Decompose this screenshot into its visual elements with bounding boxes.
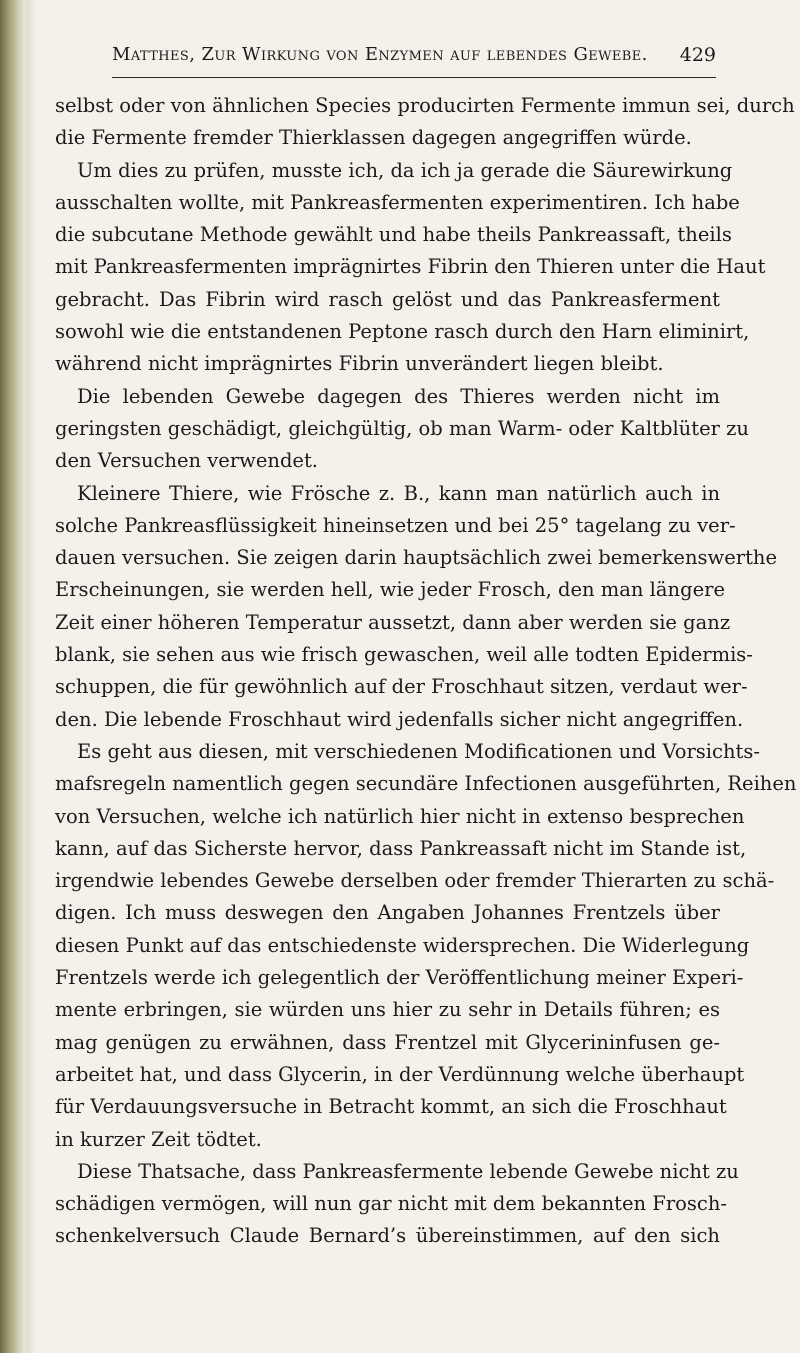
text-line: blank, sie sehen aus wie frisch gewaschen, weil alle todten Epidermis- <box>55 643 753 667</box>
text-line: geringsten geschädigt, gleichgültig, ob man Warm- oder Kaltblüter zu <box>55 416 749 440</box>
paragraph <box>55 90 795 155</box>
text-line: kann, auf das Sicherste hervor, dass Pankreassaft nicht im Stande ist, <box>55 836 747 860</box>
text-line: dauen versuchen. Sie zeigen darin hauptsächlich zwei bemerkenswerthe <box>55 546 778 570</box>
paragraph <box>55 478 778 736</box>
text-line: solche Pankreasflüssigkeit hineinsetzen und bei 25° tagelang zu ver- <box>55 513 736 537</box>
text-line: sowohl wie die entstandenen Peptone rasch durch den Harn eliminirt, <box>55 320 750 344</box>
text-line: Erscheinungen, sie werden hell, wie jeder Frosch, den man längere <box>55 578 725 602</box>
text-line: schädigen vermögen, will nun gar nicht mit dem bekannten Frosch- <box>55 1192 727 1216</box>
text-line: selbst oder von ähnlichen Species producirten Fermente immun sei, durch <box>55 94 795 117</box>
text-line: digen. Ich muss deswegen den Angaben Johannes Frentzels über <box>55 901 720 925</box>
text-line: von Versuchen, welche ich natürlich hier nicht in extenso besprechen <box>55 804 745 828</box>
paragraph <box>55 1156 739 1253</box>
text-line: diesen Punkt auf das entschiedenste widersprechen. Die Widerlegung <box>55 933 750 957</box>
text-line: Um dies zu prüfen, musste ich, da ich ja gerade die Säurewirkung <box>77 158 733 182</box>
text-line: schenkelversuch Claude Bernard’s übereinstimmen, auf den sich <box>55 1224 720 1248</box>
text-line: mafsregeln namentlich gegen secundäre Infectionen ausgeführten, Reihen <box>55 772 797 796</box>
running-title: Matthes, Zur Wirkung von Enzymen auf lebendes Gewebe. <box>112 44 648 65</box>
text-line: Zeit einer höheren Temperatur aussetzt, dann aber werden sie ganz <box>55 610 731 634</box>
text-line: arbeitet hat, und dass Glycerin, in der Verdünnung welche überhaupt <box>55 1062 745 1086</box>
text-line: die subcutane Methode gewählt und habe theils Pankreassaft, theils <box>55 223 732 247</box>
text-line: Frentzels werde ich gelegentlich der Veröffentlichung meiner Experi- <box>55 966 744 990</box>
page-binding-edge <box>0 0 26 1353</box>
text-line: mente erbringen, sie würden uns hier zu sehr in Details führen; es <box>55 998 720 1022</box>
text-line: in kurzer Zeit tödtet. <box>55 1127 262 1151</box>
page-number: 429 <box>679 44 716 66</box>
header-rule <box>112 77 716 78</box>
body-text <box>55 90 797 1253</box>
text-line: mit Pankreasfermenten imprägnirtes Fibrin den Thieren unter die Haut <box>55 255 766 279</box>
paragraph <box>55 381 749 478</box>
running-header <box>112 44 716 78</box>
text-line: Diese Thatsache, dass Pankreasfermente lebende Gewebe nicht zu <box>77 1159 739 1183</box>
text-line: den Versuchen verwendet. <box>55 449 319 473</box>
paragraph <box>55 736 797 1156</box>
text-line: den. Die lebende Froschhaut wird jedenfalls sicher nicht angegriffen. <box>55 707 744 731</box>
text-line: Kleinere Thiere, wie Frösche z. B., kann man natürlich auch in <box>77 481 720 505</box>
paragraph <box>55 155 766 381</box>
text-line: die Fermente fremder Thierklassen dagegen angegriffen würde. <box>55 126 692 150</box>
text-line: ausschalten wollte, mit Pankreasfermenten experimentiren. Ich habe <box>55 190 740 214</box>
text-line: für Verdauungsversuche in Betracht kommt, an sich die Froschhaut <box>55 1095 727 1119</box>
text-line: während nicht imprägnirtes Fibrin unverändert liegen bleibt. <box>55 352 664 376</box>
text-line: gebracht. Das Fibrin wird rasch gelöst und das Pankreasferment <box>55 287 720 311</box>
text-line: schuppen, die für gewöhnlich auf der Froschhaut sitzen, verdaut wer- <box>55 675 748 699</box>
text-line: irgendwie lebendes Gewebe derselben oder fremder Thierarten zu schä- <box>55 869 775 893</box>
text-line: Es geht aus diesen, mit verschiedenen Modificationen und Vorsichts- <box>77 739 760 763</box>
text-line: Die lebenden Gewebe dagegen des Thieres werden nicht im <box>77 384 720 408</box>
text-line: mag genügen zu erwähnen, dass Frentzel mit Glycerininfusen ge- <box>55 1030 720 1054</box>
